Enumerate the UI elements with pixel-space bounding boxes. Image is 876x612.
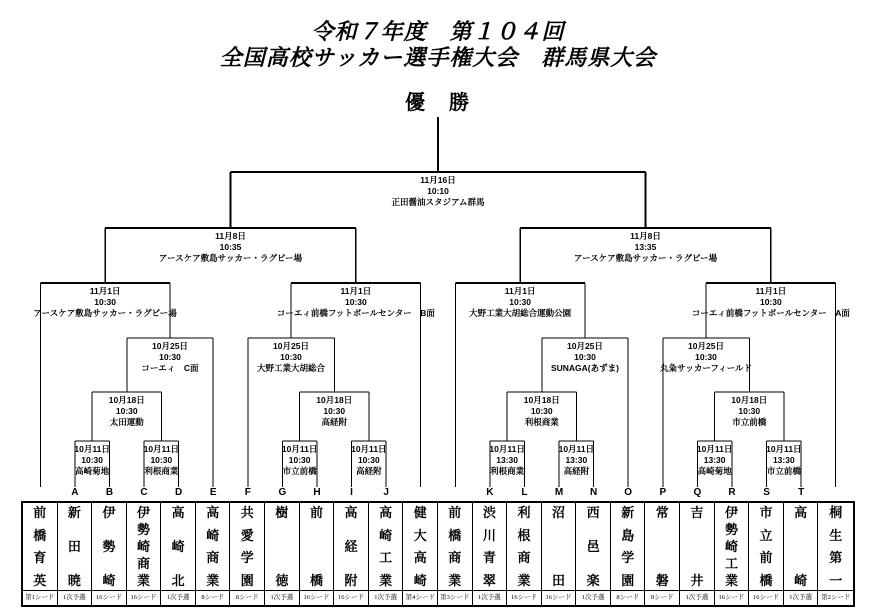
team-seed: 1次予選 [576, 591, 611, 605]
team-letter: C [140, 487, 148, 498]
match-date: 10月25日 [152, 341, 188, 351]
team-letter: A [71, 487, 79, 498]
team-letter: J [383, 487, 389, 498]
team-seed: 16シード [542, 591, 577, 605]
team-name: 新 田 暁 [58, 503, 93, 591]
match-venue: 大野工業大胡総合運動公園 [469, 308, 572, 319]
match-date: 10月11日 [696, 444, 733, 454]
match-semifinals-1 [159, 231, 302, 264]
match-venue: 高崎菊地 [75, 466, 110, 477]
page-title-line1: 令和７年度 第１０４回 [311, 19, 565, 44]
match-time: 10:30 [94, 297, 116, 308]
match-time: 10:30 [759, 297, 782, 308]
match-time: 13:30 [703, 455, 726, 466]
match-date: 11月1日 [340, 286, 372, 296]
team-letter: I [350, 487, 353, 498]
match-date: 10月18日 [108, 395, 145, 405]
team-letter: N [590, 487, 598, 498]
team-letter: H [313, 487, 321, 498]
match-venue: アースケア敷島サッカー・ラグビー場 [573, 253, 718, 264]
match-date: 10月25日 [688, 341, 724, 351]
match-venue: 利根商業 [144, 466, 179, 477]
match-round2-4 [731, 395, 767, 428]
team-name: 桐 生 第 一 [818, 503, 853, 591]
team-seed: 1次予選 [473, 591, 508, 605]
match-venue: 正田醤油スタジアム群馬 [391, 197, 485, 208]
team-letter [818, 486, 853, 501]
match-date: 11月1日 [504, 286, 536, 296]
team-letter: P [659, 487, 667, 498]
team-name: 伊 勢 崎 [92, 503, 127, 591]
match-venue: 大野工業大胡総合 [257, 363, 326, 374]
match-round3-3 [551, 341, 619, 374]
teams-table [21, 501, 855, 607]
match-round1-5 [489, 444, 524, 477]
match-date: 11月8日 [215, 231, 246, 241]
match-venue: アースケア敷島サッカー・ラグビー場 [33, 308, 177, 319]
team-seed: 1次予選 [265, 591, 300, 605]
team-name: 高 崎 工 業 [369, 503, 404, 591]
team-letter [438, 486, 473, 501]
team-name: 新 島 学 園 [611, 503, 646, 591]
team-name: 高 崎 北 [161, 503, 196, 591]
match-venue: コーエィ C面 [141, 363, 199, 374]
team-seed: 8シード [230, 591, 265, 605]
team-letters-row [23, 486, 853, 501]
match-round1-2 [144, 444, 179, 477]
match-round1-6 [559, 444, 594, 477]
match-time: 10:30 [738, 406, 761, 417]
match-semifinals-2 [574, 231, 717, 264]
match-quarterfinals-1 [33, 286, 176, 319]
team-seed: 1次予選 [784, 591, 819, 605]
match-date: 10月11日 [281, 444, 318, 454]
team-name: 吉 井 [680, 503, 715, 591]
match-time: 10:30 [280, 352, 302, 363]
team-seed: 第4シード [403, 591, 438, 605]
team-letter: E [209, 487, 217, 498]
match-date: 10月18日 [523, 395, 560, 405]
team-name: 前 橋 育 英 [23, 503, 58, 591]
team-name: 西 邑 楽 [576, 503, 611, 591]
team-name: 高 経 附 [334, 503, 369, 591]
team-letter [403, 486, 438, 501]
match-venue: 利根商業 [524, 417, 559, 428]
match-venue: 市立前橋 [282, 466, 317, 477]
match-final-1 [392, 175, 485, 208]
match-round2-1 [109, 395, 145, 428]
champion-label: 優 勝 [405, 92, 471, 114]
match-date: 10月11日 [74, 444, 110, 454]
team-seed: 8シード [645, 591, 680, 605]
match-date: 10月18日 [316, 395, 353, 405]
match-round2-2 [316, 395, 352, 428]
match-time: 10:30 [695, 352, 717, 363]
match-date: 10月11日 [558, 444, 595, 454]
team-letter: B [105, 487, 114, 498]
match-venue: 丸粂サッカーフィールド [659, 363, 753, 374]
team-seed: 1次予選 [58, 591, 93, 605]
match-round2-3 [524, 395, 560, 428]
team-name: 利 根 商 業 [507, 503, 542, 591]
match-time: 13:30 [772, 455, 795, 466]
team-letter: Q [693, 487, 702, 498]
match-round1-4 [351, 444, 386, 477]
team-name: 渋 川 青 翠 [473, 503, 508, 591]
team-letter: T [798, 487, 805, 498]
match-quarterfinals-3 [469, 286, 571, 319]
match-time: 13:30 [565, 455, 588, 466]
match-time: 10:30 [574, 352, 596, 363]
match-date: 10月11日 [143, 444, 180, 454]
team-seed: 16シード [92, 591, 127, 605]
team-seed: 16シード [507, 591, 542, 605]
team-letter: K [486, 487, 494, 498]
team-name: 共 愛 学 園 [230, 503, 265, 591]
team-letter: M [554, 487, 564, 498]
match-venue: アースケア敷島サッカー・ラグビー場 [158, 253, 303, 264]
match-date: 10月25日 [567, 341, 603, 351]
team-name: 前 橋 商 業 [438, 503, 473, 591]
match-time: 10:30 [344, 297, 367, 308]
team-name: 前 橋 [300, 503, 335, 591]
match-time: 13:30 [496, 455, 519, 466]
team-seed: 16シード [715, 591, 750, 605]
match-venue: 高崎菊地 [697, 466, 732, 477]
match-venue: コーエィ前橋フットボールセンター A面 [691, 308, 850, 319]
team-seed: 8シード [611, 591, 646, 605]
match-round3-2 [257, 341, 325, 374]
match-round3-1 [141, 341, 198, 374]
team-letter: F [244, 487, 251, 498]
team-name: 伊 勢 崎 商 業 [127, 503, 162, 591]
match-venue: 太田運動 [109, 417, 144, 428]
match-round1-8 [766, 444, 801, 477]
match-time: 10:30 [530, 406, 553, 417]
team-letter: G [278, 487, 287, 498]
match-time: 10:10 [427, 186, 449, 197]
match-venue: コーエィ前橋フットボールセンター B面 [276, 308, 435, 319]
match-venue: 市立前橋 [766, 466, 801, 477]
match-time: 10:30 [357, 455, 380, 466]
team-letter: L [521, 487, 528, 498]
match-time: 10:30 [115, 406, 138, 417]
match-venue: 高経附 [563, 466, 590, 477]
match-round3-4 [660, 341, 752, 374]
page-title-line2: 全国高校サッカー選手権大会 群馬県大会 [219, 45, 657, 70]
match-time: 10:30 [150, 455, 173, 466]
match-date: 11月8日 [630, 231, 661, 241]
team-seed: 1次予選 [369, 591, 404, 605]
match-round1-7 [697, 444, 732, 477]
team-seed: 第2シード [821, 594, 851, 601]
match-date: 11月1日 [755, 286, 787, 296]
match-time: 10:30 [323, 406, 346, 417]
team-seed: 1次予選 [680, 591, 715, 605]
team-seed: 16シード [334, 591, 369, 605]
match-round1-1 [74, 444, 109, 477]
team-letter: D [175, 487, 183, 498]
match-quarterfinals-2 [277, 286, 435, 319]
match-time: 10:30 [81, 455, 104, 466]
team-letter [23, 486, 58, 501]
match-date: 10月25日 [273, 341, 309, 351]
match-venue: 利根商業 [490, 466, 525, 477]
team-letter: S [763, 487, 770, 498]
team-name: 高 崎 [784, 503, 819, 591]
match-date: 10月11日 [351, 444, 387, 454]
team-seed: 16シード [300, 591, 335, 605]
match-venue: 高経附 [321, 417, 348, 428]
team-letter: O [624, 487, 633, 498]
match-date: 11月1日 [89, 286, 121, 296]
team-seed: 16シード [749, 591, 784, 605]
team-seed: 第1シード [23, 591, 58, 605]
match-venue: SUNAGA(あずま) [550, 363, 619, 374]
team-name: 沼 田 [542, 503, 577, 591]
match-time: 13:35 [634, 242, 657, 253]
team-seed: 8シード [196, 591, 231, 605]
team-letter: R [728, 487, 736, 498]
match-date: 11月16日 [420, 175, 456, 185]
team-name: 市 立 前 橋 [749, 503, 784, 591]
match-time: 10:30 [159, 352, 181, 363]
match-time: 10:35 [219, 242, 242, 253]
team-name: 高 崎 商 業 [196, 503, 231, 591]
team-seed: 16シード [127, 591, 162, 605]
team-name: 常 磐 [645, 503, 680, 591]
match-date: 10月18日 [731, 395, 768, 405]
match-venue: 高経附 [356, 466, 382, 477]
team-name: 樹 徳 [265, 503, 300, 591]
team-name: 健 大 高 崎 [403, 503, 438, 591]
match-quarterfinals-4 [692, 286, 850, 319]
team-seed: 1次予選 [161, 591, 196, 605]
match-round1-3 [282, 444, 317, 477]
match-date: 10月11日 [489, 444, 525, 454]
match-time: 10:30 [509, 297, 531, 308]
team-seed: 第3シード [438, 591, 473, 605]
match-date: 10月11日 [766, 444, 802, 454]
team-name: 伊 勢 崎 工 業 [715, 503, 750, 591]
match-venue: 市立前橋 [732, 417, 767, 428]
match-time: 10:30 [288, 455, 311, 466]
